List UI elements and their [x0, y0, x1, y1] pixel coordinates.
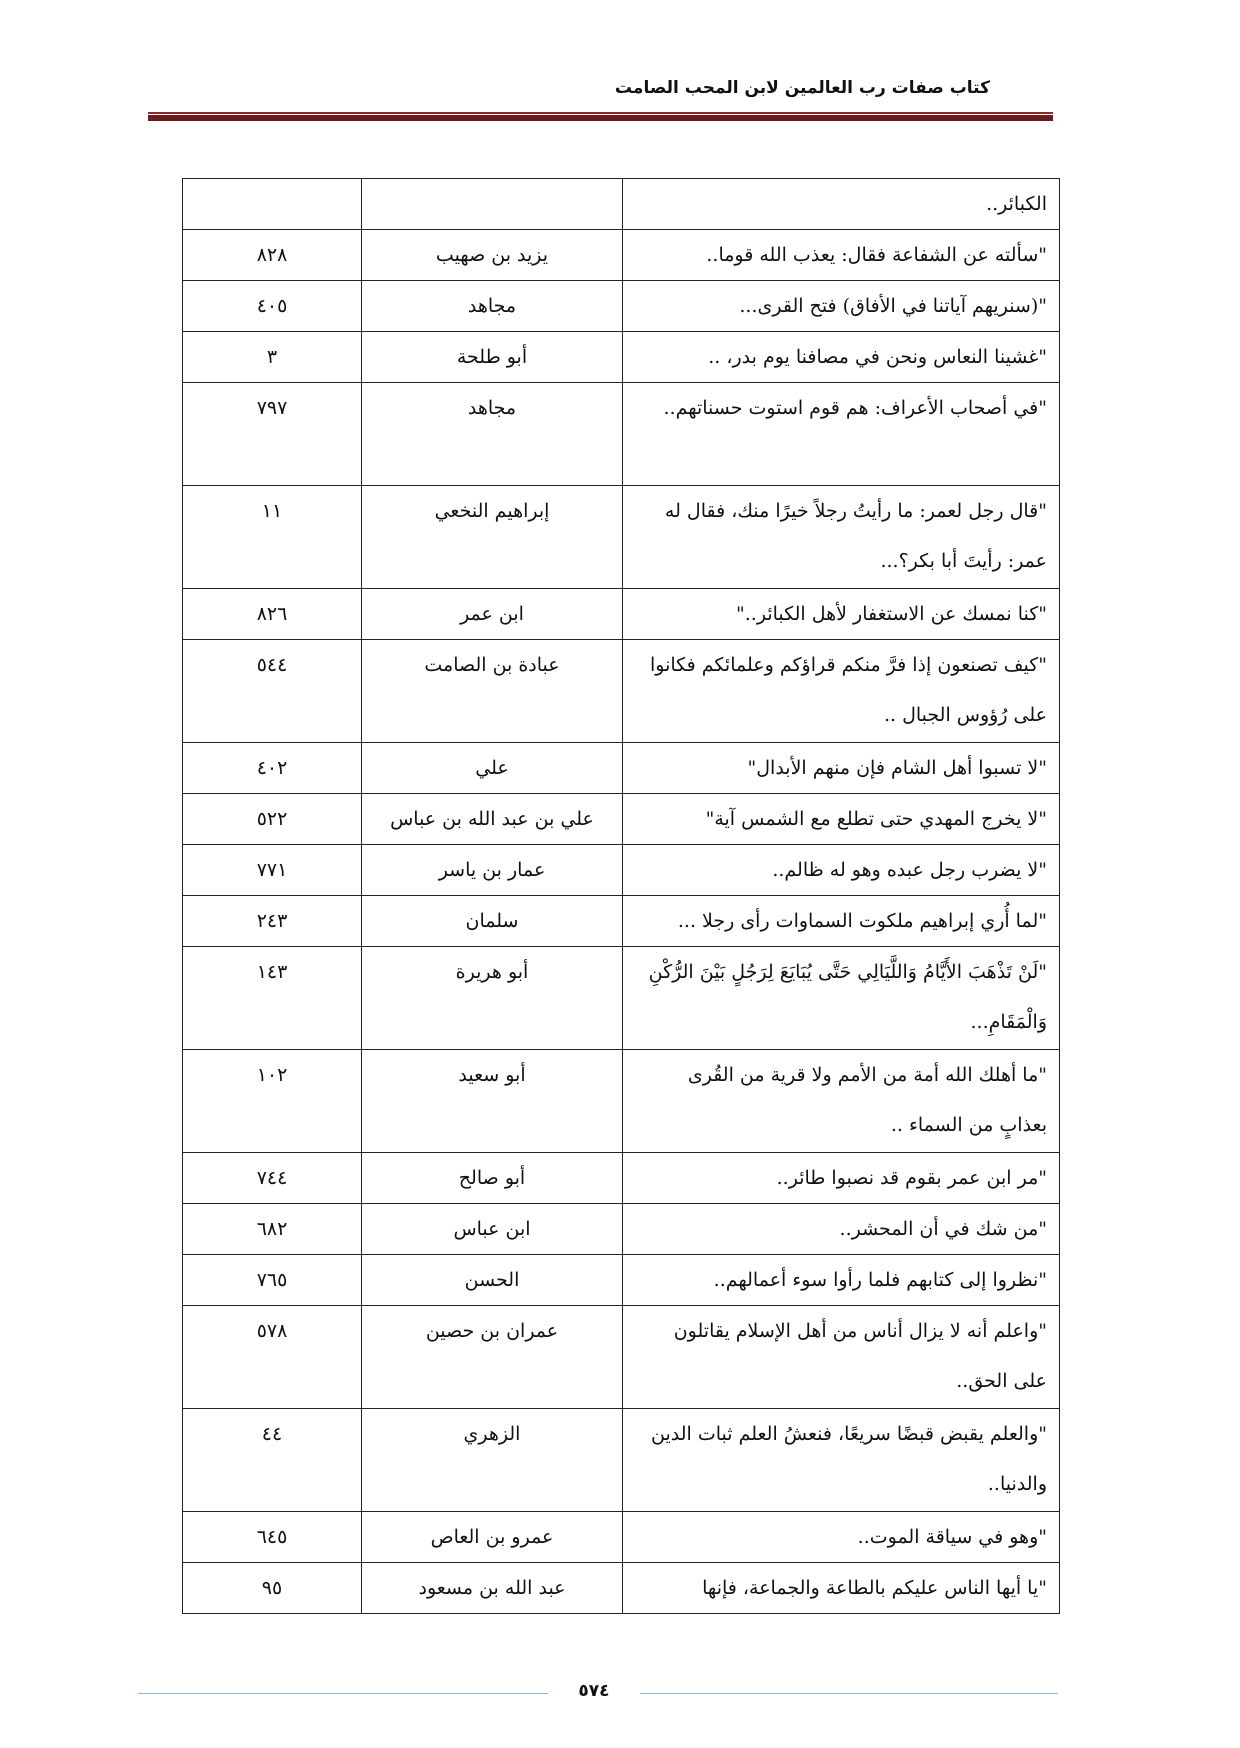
hadith-text: "كنا نمسك عن الاستغفار لأهل الكبائر.." — [623, 589, 1060, 640]
table-row — [183, 1153, 1060, 1204]
narrator: ابن عمر — [362, 589, 623, 640]
header-rule-thick — [148, 115, 1053, 121]
hadith-text: "والعلم يقبض قبضًا سريعًا، فنعشُ العلم ثبات الدين والدنيا.. — [623, 1409, 1060, 1512]
table-row — [183, 1409, 1060, 1512]
hadith-number: ٧٩٧ — [183, 383, 362, 486]
table-row — [183, 332, 1060, 383]
narrator: أبو طلحة — [362, 332, 623, 383]
table-row — [183, 743, 1060, 794]
hadith-number: ٦٤٥ — [183, 1512, 362, 1563]
hadith-number — [183, 179, 362, 230]
table-row — [183, 281, 1060, 332]
narrator: عمار بن ياسر — [362, 845, 623, 896]
hadith-number: ٨٢٦ — [183, 589, 362, 640]
narrator — [362, 179, 623, 230]
hadith-text: "لا يخرج المهدي حتى تطلع مع الشمس آية" — [623, 794, 1060, 845]
narrator: سلمان — [362, 896, 623, 947]
table-row — [183, 230, 1060, 281]
hadith-number: ٧٦٥ — [183, 1255, 362, 1306]
narrator: الحسن — [362, 1255, 623, 1306]
narrator: علي — [362, 743, 623, 794]
hadith-number: ٥٧٨ — [183, 1306, 362, 1409]
table-row — [183, 794, 1060, 845]
hadith-number: ٧٤٤ — [183, 1153, 362, 1204]
hadith-text: "لَنْ تَذْهَبَ الأَيَّامُ وَاللَّيَالِي حَتَّى يُبَايَعَ لِرَجُلٍ بَيْنَ الرُّكْنِ وَالْمَقَامِ... — [623, 947, 1060, 1050]
narrator: عبد الله بن مسعود — [362, 1563, 623, 1614]
table-row — [183, 383, 1060, 486]
table-row — [183, 640, 1060, 743]
narrator: يزيد بن صهيب — [362, 230, 623, 281]
hadith-text: "وهو في سياقة الموت.. — [623, 1512, 1060, 1563]
hadith-number: ٣ — [183, 332, 362, 383]
hadith-text: "من شك في أن المحشر.. — [623, 1204, 1060, 1255]
table-row — [183, 1306, 1060, 1409]
table-row — [183, 1512, 1060, 1563]
table-row — [183, 896, 1060, 947]
hadith-text: "كيف تصنعون إذا فرَّ منكم قراؤكم وعلمائكم فكانوا على رُؤوس الجبال .. — [623, 640, 1060, 743]
hadith-text: "مر ابن عمر بقوم قد نصبوا طائر.. — [623, 1153, 1060, 1204]
hadith-text: "لما أُري إبراهيم ملكوت السماوات رأى رجلا ... — [623, 896, 1060, 947]
hadith-number: ٤٠٥ — [183, 281, 362, 332]
footer-rule-right — [640, 1693, 1058, 1694]
hadith-number: ١١ — [183, 486, 362, 589]
hadith-number: ٧٧١ — [183, 845, 362, 896]
hadith-text: "لا تسبوا أهل الشام فإن منهم الأبدال" — [623, 743, 1060, 794]
hadith-text: "سألته عن الشفاعة فقال: يعذب الله قوما.. — [623, 230, 1060, 281]
narrator: عبادة بن الصامت — [362, 640, 623, 743]
hadith-number: ٥٢٢ — [183, 794, 362, 845]
table-row — [183, 947, 1060, 1050]
hadith-text: "قال رجل لعمر: ما رأيتُ رجلاً خيرًا منك، فقال له عمر: رأيتَ أبا بكر؟... — [623, 486, 1060, 589]
narrator: أبو سعيد — [362, 1050, 623, 1153]
narrator: أبو صالح — [362, 1153, 623, 1204]
hadith-number: ٩٥ — [183, 1563, 362, 1614]
narrator: عمرو بن العاص — [362, 1512, 623, 1563]
table-row — [183, 1050, 1060, 1153]
hadith-number: ١٠٢ — [183, 1050, 362, 1153]
table-row — [183, 1204, 1060, 1255]
table-row — [183, 589, 1060, 640]
hadith-number: ٨٢٨ — [183, 230, 362, 281]
hadith-text: "ما أهلك الله أمة من الأمم ولا قرية من القُرى بعذابٍ من السماء .. — [623, 1050, 1060, 1153]
hadith-text: "يا أيها الناس عليكم بالطاعة والجماعة، فإنها — [623, 1563, 1060, 1614]
hadith-text: "واعلم أنه لا يزال أناس من أهل الإسلام يقاتلون على الحق.. — [623, 1306, 1060, 1409]
footer-rule-left — [138, 1693, 548, 1694]
narrator: أبو هريرة — [362, 947, 623, 1050]
table-row — [183, 1255, 1060, 1306]
table-row — [183, 845, 1060, 896]
table-row — [183, 486, 1060, 589]
hadith-text: "نظروا إلى كتابهم فلما رأوا سوء أعمالهم.. — [623, 1255, 1060, 1306]
hadith-number: ٦٨٢ — [183, 1204, 362, 1255]
hadith-text: الكبائر.. — [623, 179, 1060, 230]
hadith-number: ١٤٣ — [183, 947, 362, 1050]
narrator: مجاهد — [362, 383, 623, 486]
narrator: الزهري — [362, 1409, 623, 1512]
hadith-text: "لا يضرب رجل عبده وهو له ظالم.. — [623, 845, 1060, 896]
hadith-index-table — [182, 178, 1060, 1614]
narrator: مجاهد — [362, 281, 623, 332]
hadith-text: "في أصحاب الأعراف: هم قوم استوت حسناتهم.. — [623, 383, 1060, 486]
table-row — [183, 179, 1060, 230]
hadith-number: ٤٠٢ — [183, 743, 362, 794]
narrator: علي بن عبد الله بن عباس — [362, 794, 623, 845]
hadith-number: ٤٤ — [183, 1409, 362, 1512]
hadith-number: ٢٤٣ — [183, 896, 362, 947]
hadith-text: "غشينا النعاس ونحن في مصافنا يوم بدر، .. — [623, 332, 1060, 383]
narrator: عمران بن حصين — [362, 1306, 623, 1409]
narrator: ابن عباس — [362, 1204, 623, 1255]
header-rule-thin — [148, 112, 1053, 114]
hadith-index-table-container — [182, 178, 1059, 1614]
running-header-title: كتاب صفات رب العالمين لابن المحب الصامت — [614, 78, 990, 98]
page-number: ٥٧٤ — [578, 1681, 610, 1701]
narrator: إبراهيم النخعي — [362, 486, 623, 589]
hadith-text: "(سنريهم آياتنا في الأفاق) فتح القرى... — [623, 281, 1060, 332]
hadith-number: ٥٤٤ — [183, 640, 362, 743]
table-row — [183, 1563, 1060, 1614]
